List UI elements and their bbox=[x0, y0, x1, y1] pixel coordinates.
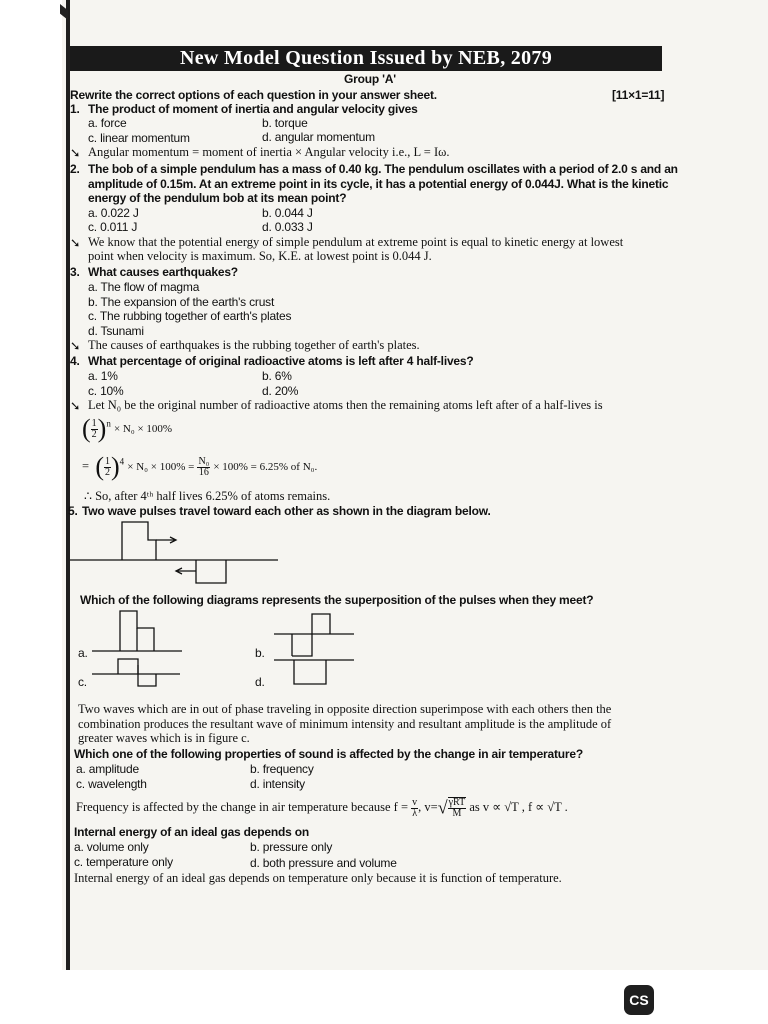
q7-option-b: b. pressure only bbox=[250, 840, 333, 854]
q2-option-d: d. 0.033 J bbox=[262, 220, 313, 234]
marks-label: [11×1=11] bbox=[612, 88, 665, 102]
q4-text: What percentage of original radioactive atoms is left after 4 half-lives? bbox=[88, 354, 474, 368]
q7-explanation: Internal energy of an ideal gas depends on temperature only because it is function of temperature. bbox=[74, 871, 562, 885]
gamma-rt-over-m-fraction: $\frac{\text{γRT}}{M}$ bbox=[448, 797, 466, 819]
q7-option-c: c. temperature only bbox=[74, 855, 173, 869]
upper-pulse bbox=[122, 522, 156, 560]
lower-pulse bbox=[196, 560, 226, 583]
q7-option-d: d. both pressure and volume bbox=[250, 856, 397, 870]
q4-explanation: Let N₀ be the original number of radioactive atoms then the remaining atoms left after of a half-lives is bbox=[88, 398, 603, 412]
n0-over-16-fraction: $\frac{\text{N₀}}{16}$ bbox=[198, 455, 210, 478]
q2-number: 2. bbox=[70, 162, 80, 176]
q3-explanation: The causes of earthquakes is the rubbing together of earth's plates. bbox=[88, 338, 420, 352]
q2-line3: energy of the pendulum bob at its mean point? bbox=[88, 191, 347, 205]
q7-text: Internal energy of an ideal gas depends on bbox=[74, 825, 309, 839]
q2-option-b: b. 0.044 J bbox=[262, 206, 313, 220]
q6-option-b: b. frequency bbox=[250, 762, 314, 776]
option-d-diagram bbox=[274, 656, 364, 696]
q4-conclusion: ∴ So, after 4ᵗʰ half lives 6.25% of atoms remains. bbox=[84, 489, 331, 503]
q2-line2: amplitude of 0.15m. At an extreme point in its cycle, it has a potential energy of 0.044J. What is the kinetic bbox=[88, 177, 669, 191]
q5-explanation-line2: combination produces the resultant wave of minimum intensity and resultant amplitude is the amplitude of bbox=[78, 717, 612, 731]
q3-arrow-icon: ➘ bbox=[70, 339, 81, 353]
q5-label-a: a. bbox=[78, 646, 88, 660]
q1-option-d: d. angular momentum bbox=[262, 130, 375, 144]
q4-number: 4. bbox=[70, 354, 80, 368]
q3-option-d: d. Tsunami bbox=[88, 324, 144, 338]
q4-formula-1: ( $\frac{1}{2}$ )$^n$ × N₀ × 100% bbox=[82, 414, 173, 443]
q5-explanation-line3: greater waves which is in figure c. bbox=[78, 731, 250, 745]
q2-line1: The bob of a simple pendulum has a mass of 0.40 kg. The pendulum oscillates with a period of 2.0 s and an bbox=[88, 162, 678, 176]
q6-option-d: d. intensity bbox=[250, 777, 305, 791]
q5-explanation-line1: Two waves which are in out of phase traveling in opposite direction superimpose with each others then the bbox=[78, 702, 612, 716]
q2-arrow-icon: ➘ bbox=[70, 236, 81, 250]
q5-label-b: b. bbox=[255, 646, 265, 660]
q1-number: 1. bbox=[70, 102, 80, 116]
q4-option-c: c. 10% bbox=[88, 384, 124, 398]
title-banner: New Model Question Issued by NEB, 2079 bbox=[70, 46, 662, 71]
q1-option-c: c. linear momentum bbox=[88, 131, 190, 145]
q6-text: Which one of the following properties of sound is affected by the change in air temperature? bbox=[74, 747, 583, 761]
q3-text: What causes earthquakes? bbox=[88, 265, 238, 279]
q6-option-c: c. wavelength bbox=[76, 777, 147, 791]
q5-label-d: d. bbox=[255, 675, 265, 689]
q3-number: 3. bbox=[70, 265, 80, 279]
q4-option-b: b. 6% bbox=[262, 369, 292, 383]
q3-option-c: c. The rubbing together of earth's plates bbox=[88, 309, 292, 323]
q5-number: 5. bbox=[68, 504, 78, 518]
q2-option-c: c. 0.011 J bbox=[88, 220, 138, 234]
q1-option-a: a. force bbox=[88, 116, 127, 130]
q5-label-c: c. bbox=[78, 675, 87, 689]
camscanner-logo: CS bbox=[624, 985, 654, 1015]
q5-text: Two wave pulses travel toward each other as shown in the diagram below. bbox=[82, 504, 491, 518]
q4-formula-2: = ( $\frac{1}{2}$ )$^4$ × N₀ × 100% = $\frac{\text{N₀}}{16}$ × 100% = 6.25% of N₀. bbox=[82, 452, 318, 481]
half-fraction-2: $\frac{1}{2}$ bbox=[104, 455, 110, 478]
q6-option-a: a. amplitude bbox=[76, 762, 139, 776]
q6-explanation: Frequency is affected by the change in air temperature because f = $\frac{v}{\lambda}$ , v=√ $\frac{\text{γRT}}{M}$ as v ∝ √T , f ∝ √T . bbox=[76, 796, 568, 819]
q1-arrow-icon: ➘ bbox=[70, 146, 81, 160]
q3-option-b: b. The expansion of the earth's crust bbox=[88, 295, 275, 309]
q4-arrow-icon: ➘ bbox=[70, 399, 81, 413]
q2-explanation-line2: point when velocity is maximum. So, K.E. at lowest point is 0.044 J. bbox=[88, 249, 432, 263]
two-pulses-diagram bbox=[70, 520, 290, 590]
q7-option-a: a. volume only bbox=[74, 840, 149, 854]
q2-option-a: a. 0.022 J bbox=[88, 206, 139, 220]
q5-question: Which of the following diagrams represents the superposition of the pulses when they meet? bbox=[80, 593, 594, 607]
option-b-diagram bbox=[274, 612, 364, 662]
option-a-diagram bbox=[92, 606, 192, 658]
q4-option-a: a. 1% bbox=[88, 369, 118, 383]
q1-explanation: Angular momentum = moment of inertia × Angular velocity i.e., L = Iω. bbox=[88, 145, 450, 159]
q1-text: The product of moment of inertia and angular velocity gives bbox=[88, 102, 418, 116]
instruction-text: Rewrite the correct options of each question in your answer sheet. bbox=[70, 88, 437, 102]
q3-option-a: a. The flow of magma bbox=[88, 280, 200, 294]
half-fraction-1: $\frac{1}{2}$ bbox=[91, 417, 97, 440]
v-over-lambda-fraction: $\frac{v}{\lambda}$ bbox=[412, 796, 418, 819]
q2-explanation-line1: We know that the potential energy of simple pendulum at extreme point is equal to kinetic energy at lowest bbox=[88, 235, 624, 249]
group-label: Group 'A' bbox=[344, 72, 396, 86]
q4-option-d: d. 20% bbox=[262, 384, 299, 398]
option-c-diagram bbox=[92, 656, 192, 696]
q1-option-b: b. torque bbox=[262, 116, 308, 130]
